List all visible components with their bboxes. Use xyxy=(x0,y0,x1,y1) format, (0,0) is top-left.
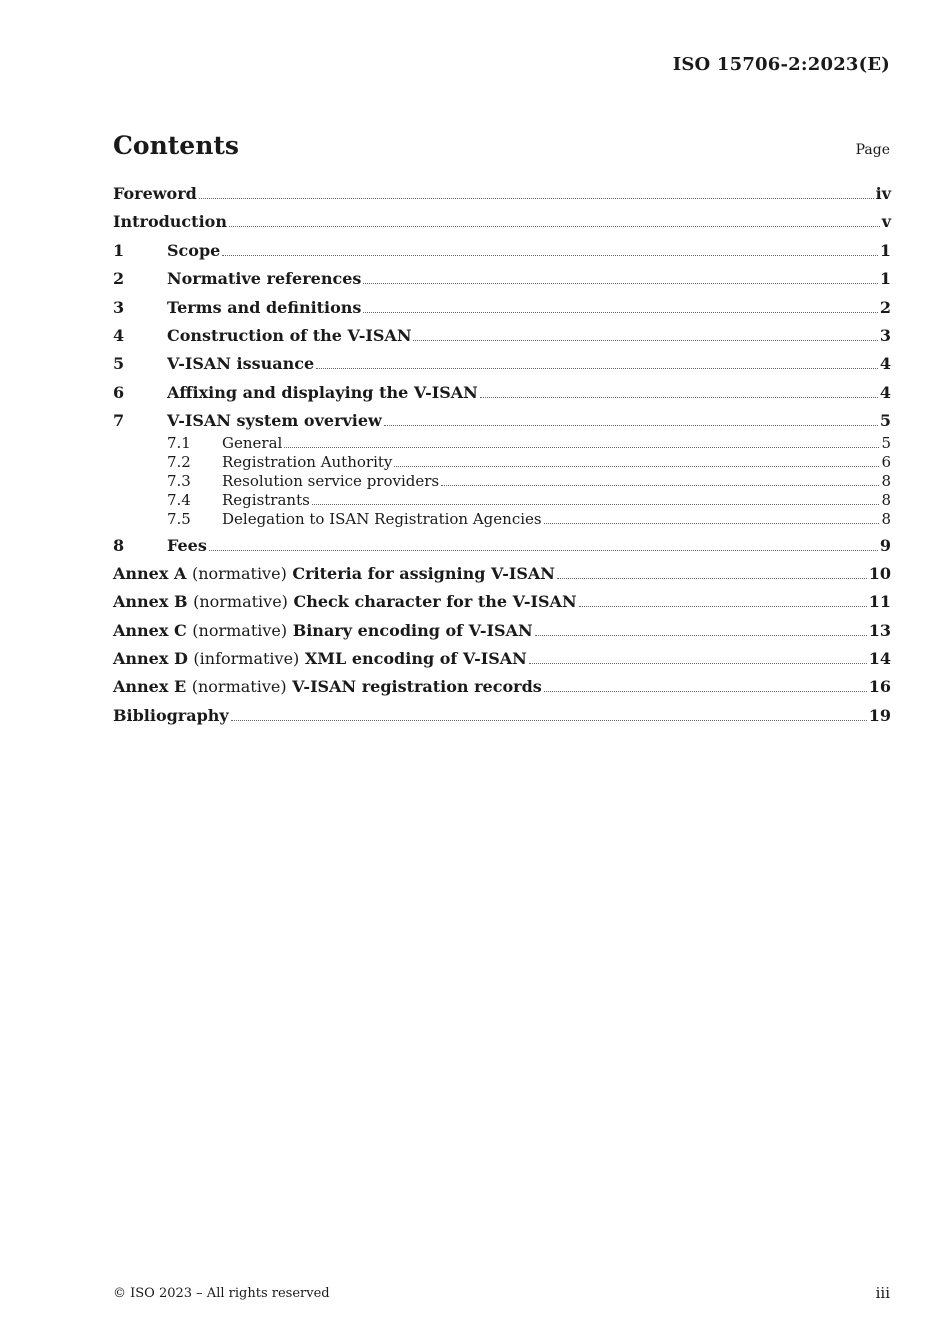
toc-entry-page: 1 xyxy=(879,269,891,289)
annex-kind: (normative) xyxy=(193,592,288,612)
toc-subentry-number: 7.1 xyxy=(167,433,191,452)
dot-leader xyxy=(394,465,879,467)
annex-kind: (informative) xyxy=(193,649,300,669)
annex-kind: (normative) xyxy=(192,620,288,640)
toc-subentry-delegation[interactable] xyxy=(113,510,891,529)
toc-entry-annex-e[interactable] xyxy=(113,677,891,697)
toc-subentry-number: 7.5 xyxy=(167,509,191,528)
toc-entry-number: 7 xyxy=(113,411,125,431)
dot-leader xyxy=(312,503,880,505)
toc-entry-title: V-ISAN system overview xyxy=(167,411,382,431)
dot-leader xyxy=(544,522,880,524)
dot-leader xyxy=(363,282,877,284)
toc-subentry-registrants[interactable] xyxy=(113,491,891,510)
annex-title: Criteria for assigning V-ISAN xyxy=(292,563,555,583)
annex-heading xyxy=(113,677,542,697)
toc-subentry-page: 5 xyxy=(881,433,891,452)
annex-label: Annex C xyxy=(113,620,187,640)
annex-heading xyxy=(113,564,555,584)
toc-entry-page: iv xyxy=(875,184,891,203)
toc-entry-annex-d[interactable] xyxy=(113,649,891,669)
toc-entry-page: 10 xyxy=(868,563,891,583)
toc-entry-page: 19 xyxy=(868,705,891,725)
toc-entry-normative-references[interactable] xyxy=(113,269,891,289)
page-title: Contents xyxy=(113,131,240,160)
dot-leader xyxy=(363,311,877,313)
toc-entry-annex-a[interactable] xyxy=(113,564,891,584)
annex-kind: (normative) xyxy=(191,563,287,583)
toc-entry-title: Construction of the V-ISAN xyxy=(167,325,412,345)
toc-entry-page: 13 xyxy=(868,620,891,640)
toc-entry-page: 11 xyxy=(868,592,891,612)
toc-entry-terms-and-definitions[interactable] xyxy=(113,298,891,318)
toc-subentry-number: 7.3 xyxy=(167,471,191,490)
dot-leader xyxy=(535,634,867,636)
annex-kind: (normative) xyxy=(191,677,287,697)
toc-subentry-general[interactable] xyxy=(113,434,891,453)
document-id: ISO 15706-2:2023(E) xyxy=(672,54,890,75)
toc-entry-bibliography[interactable] xyxy=(113,706,891,726)
annex-label: Annex B xyxy=(113,592,188,612)
toc-entry-title: Normative references xyxy=(167,269,362,289)
toc-entry-title: Bibliography xyxy=(113,705,229,725)
toc-entry-page: 3 xyxy=(879,325,891,345)
annex-title: Binary encoding of V-ISAN xyxy=(292,620,533,640)
dot-leader xyxy=(529,662,867,664)
toc-entry-annex-b[interactable] xyxy=(113,592,891,612)
table-of-contents xyxy=(113,184,891,734)
toc-subentry-registration-authority[interactable] xyxy=(113,453,891,472)
toc-entry-number: 5 xyxy=(113,354,125,374)
dot-leader xyxy=(231,719,867,721)
toc-entry-page: 2 xyxy=(879,297,891,317)
toc-subentry-title: General xyxy=(222,433,283,452)
dot-leader xyxy=(199,197,874,199)
dot-leader xyxy=(441,484,879,486)
dot-leader xyxy=(413,339,877,341)
page-number: iii xyxy=(875,1284,890,1302)
toc-entry-title: Fees xyxy=(167,535,207,555)
toc-entry-page: 4 xyxy=(879,354,891,374)
toc-entry-title: Scope xyxy=(167,240,221,260)
toc-subentry-title: Delegation to ISAN Registration Agencies xyxy=(222,509,542,528)
toc-entry-construction[interactable] xyxy=(113,326,891,346)
annex-heading xyxy=(113,592,577,612)
toc-entry-introduction[interactable] xyxy=(113,212,891,232)
toc-entry-page: 9 xyxy=(879,535,891,555)
toc-entry-number: 8 xyxy=(113,535,125,555)
toc-entry-title: Foreword xyxy=(113,184,197,203)
toc-entry-scope[interactable] xyxy=(113,241,891,261)
toc-entry-page: 4 xyxy=(879,382,891,402)
annex-heading xyxy=(113,621,533,641)
toc-entry-title: Introduction xyxy=(113,212,227,232)
toc-entry-number: 4 xyxy=(113,325,125,345)
toc-entry-page: 14 xyxy=(868,649,891,669)
annex-title: V-ISAN registration records xyxy=(292,677,542,697)
toc-entry-page: v xyxy=(881,212,891,232)
annex-label: Annex E xyxy=(113,677,187,697)
toc-entry-title: V-ISAN issuance xyxy=(167,354,315,374)
dot-leader xyxy=(209,549,878,551)
toc-subentry-number: 7.2 xyxy=(167,452,191,471)
dot-leader xyxy=(229,225,880,227)
annex-label: Annex A xyxy=(113,563,187,583)
toc-entry-affixing[interactable] xyxy=(113,383,891,403)
dot-leader xyxy=(284,446,879,448)
toc-subentry-page: 8 xyxy=(881,471,891,490)
toc-entry-system-overview[interactable] xyxy=(113,411,891,431)
toc-subsections xyxy=(113,434,891,529)
toc-entry-page: 5 xyxy=(879,411,891,431)
annex-title: XML encoding of V-ISAN xyxy=(304,649,527,669)
toc-subentry-title: Registrants xyxy=(222,490,310,509)
toc-entry-number: 2 xyxy=(113,269,125,289)
toc-entry-annex-c[interactable] xyxy=(113,621,891,641)
toc-entry-foreword[interactable] xyxy=(113,184,891,204)
copyright-notice: © ISO 2023 – All rights reserved xyxy=(113,1286,330,1301)
toc-entry-fees[interactable] xyxy=(113,536,891,556)
toc-entry-number: 3 xyxy=(113,297,125,317)
annex-heading xyxy=(113,649,527,669)
toc-entry-page: 1 xyxy=(879,240,891,260)
toc-subentry-page: 8 xyxy=(881,509,891,528)
toc-entry-title: Affixing and displaying the V-ISAN xyxy=(167,382,478,402)
dot-leader xyxy=(480,396,878,398)
dot-leader xyxy=(384,424,878,426)
annex-label: Annex D xyxy=(113,649,188,669)
toc-entry-number: 1 xyxy=(113,240,125,260)
toc-entry-issuance[interactable] xyxy=(113,354,891,374)
toc-subentry-title: Resolution service providers xyxy=(222,471,440,490)
toc-subentry-resolution-providers[interactable] xyxy=(113,472,891,491)
toc-subentry-page: 8 xyxy=(881,490,891,509)
dot-leader xyxy=(544,690,867,692)
toc-entry-page: 16 xyxy=(868,677,891,697)
dot-leader xyxy=(579,605,867,607)
toc-subentry-number: 7.4 xyxy=(167,490,191,509)
annex-title: Check character for the V-ISAN xyxy=(293,592,577,612)
dot-leader xyxy=(557,577,867,579)
page-column-label: Page xyxy=(855,142,890,158)
dot-leader xyxy=(316,367,878,369)
toc-entry-title: Terms and definitions xyxy=(167,297,362,317)
dot-leader xyxy=(222,254,878,256)
toc-entry-number: 6 xyxy=(113,382,125,402)
toc-subentry-page: 6 xyxy=(881,452,891,471)
toc-subentry-title: Registration Authority xyxy=(222,452,393,471)
